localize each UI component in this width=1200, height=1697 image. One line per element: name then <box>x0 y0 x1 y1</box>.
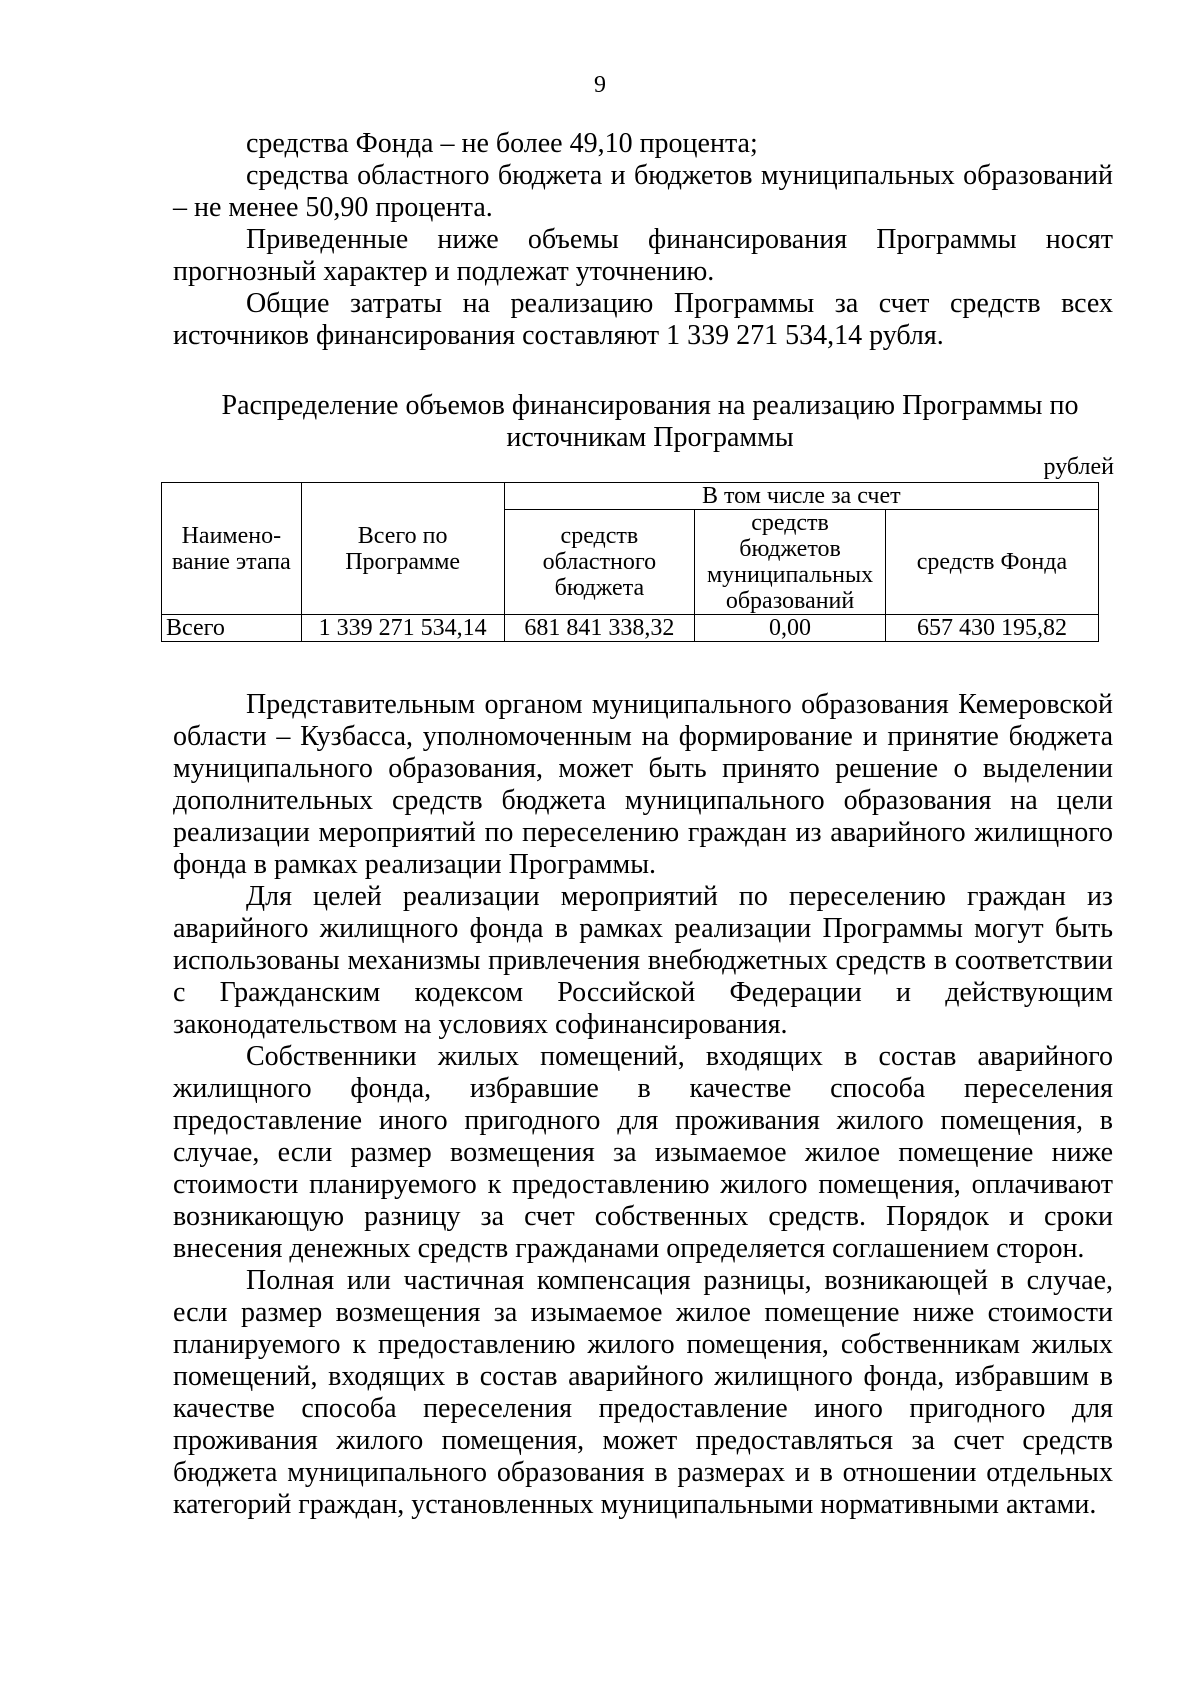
paragraph-budget-share: средства областного бюджета и бюджетов муниципальных образований – не менее 50,90 процента. <box>173 160 1113 223</box>
header-municipal-budgets: средств бюджетов муниципальных образований <box>695 510 886 615</box>
units-label: рублей <box>1043 454 1114 480</box>
table-title: Распределение объемов финансирования на реализацию Программы по источникам Программы <box>221 390 1079 453</box>
body-text <box>173 689 1113 1521</box>
paragraph-owners-payment: Собственники жилых помещений, входящих в состав аварийного жилищного фонда, избравшие в качестве способа переселения предоставление иного пригодного для проживания жилого помещения, в случае, если размер возмещения за изымаемое жилое помещение ниже стоимости планируемого к предоставлению жилого помещения, оплачивают возникающую разницу за счет собственных средств. Порядок и сроки внесения денежных средств гражданами определяется соглашением сторон. <box>173 1041 1113 1264</box>
header-including: В том числе за счет <box>504 483 1098 510</box>
cell-municipal: 0,00 <box>695 615 886 642</box>
paragraph-forecast-note: Приведенные ниже объемы финансирования Программы носят прогнозный характер и подлежат уточнению. <box>173 224 1113 287</box>
header-stage: Наимено-вание этапа <box>162 483 302 615</box>
cell-regional: 681 841 338,32 <box>504 615 695 642</box>
cell-fund: 657 430 195,82 <box>885 615 1098 642</box>
cell-total: 1 339 271 534,14 <box>301 615 504 642</box>
paragraph-extrabudgetary: Для целей реализации мероприятий по переселению граждан из аварийного жилищного фонда в рамках реализации Программы могут быть использованы механизмы привлечения внебюджетных средств в соответствии с Гражданским кодексом Российской Федерации и действующим законодательством на условиях софинансирования. <box>173 881 1113 1040</box>
cell-stage: Всего <box>162 615 302 642</box>
table-header-row <box>162 483 1099 510</box>
header-regional-budget: средств областного бюджета <box>504 510 695 615</box>
paragraph-total-cost: Общие затраты на реализацию Программы за счет средств всех источников финансирования составляют 1 339 271 534,14 рубля. <box>173 288 1113 351</box>
paragraph-representative-body: Представительным органом муниципального образования Кемеровской области – Кузбасса, уполномоченным на формирование и принятие бюджета муниципального образования, может быть принято решение о выделении дополнительных средств бюджета муниципального образования на цели реализации мероприятий по переселению граждан из аварийного жилищного фонда в рамках реализации Программы. <box>173 689 1113 880</box>
intro-text <box>173 128 1113 352</box>
header-fund: средств Фонда <box>885 510 1098 615</box>
paragraph-compensation: Полная или частичная компенсация разницы, возникающей в случае, если размер возмещения за изымаемое жилое помещение ниже стоимости планируемого к предоставлению жилого помещения, собственникам жилых помещений, входящих в состав аварийного жилищного фонда, избравшим в качестве способа переселения предоставление иного пригодного для проживания жилого помещения, может предоставляться за счет средств бюджета муниципального образования в размерах и в отношении отдельных категорий граждан, установленных муниципальными нормативными актами. <box>173 1265 1113 1520</box>
header-total: Всего по Программе <box>301 483 504 615</box>
page-number: 9 <box>594 72 606 98</box>
financing-table <box>161 482 1099 642</box>
table-row <box>162 615 1099 642</box>
paragraph-fund-share: средства Фонда – не более 49,10 процента; <box>246 128 758 159</box>
